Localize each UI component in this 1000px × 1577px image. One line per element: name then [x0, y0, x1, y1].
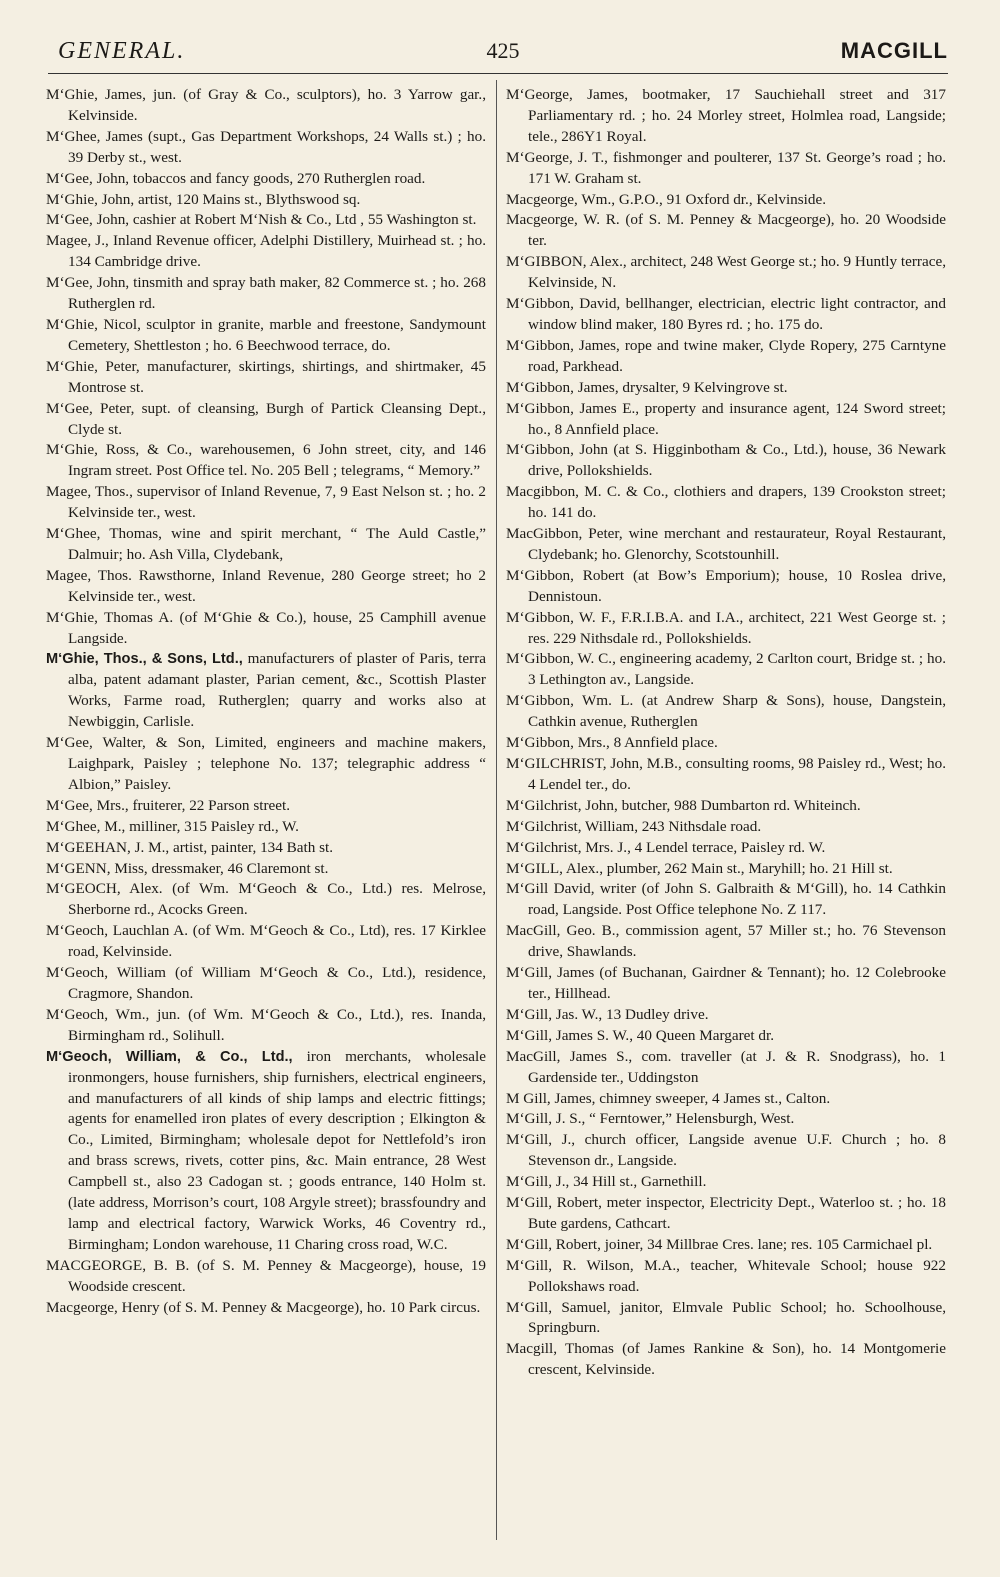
directory-entry: [506, 524, 946, 566]
entry-text: M‘Gill, Robert, meter inspector, Electricity Dept., Waterloo st. ; ho. 18 Bute gardens, Cathcart.: [506, 1194, 946, 1232]
entry-text: M‘Ghee, James (supt., Gas Department Workshops, 24 Walls st.) ; ho. 39 Derby st., west.: [46, 127, 486, 166]
entry-text: M‘Ghee, M., milliner, 315 Paisley rd., W.: [46, 817, 299, 835]
entry-text: M‘Gilchrist, William, 243 Nithsdale road.: [506, 817, 762, 835]
directory-entry: [506, 252, 946, 294]
entry-text: M‘Gee, Mrs., fruiterer, 22 Parson street.: [46, 796, 291, 814]
directory-entry: [506, 733, 946, 754]
directory-entry: [506, 1109, 946, 1130]
directory-entry: [46, 1256, 486, 1298]
entry-text: M‘Gill, James S. W., 40 Queen Margaret dr.: [506, 1026, 774, 1044]
entry-text: M‘Gee, Peter, supt. of cleansing, Burgh of Partick Cleansing Dept., Clyde st.: [46, 399, 486, 438]
directory-entry: [46, 169, 486, 190]
directory-entry: [506, 1047, 946, 1089]
directory-entry: [46, 921, 486, 963]
entry-text: M‘Ghee, Thomas, wine and spirit merchant, “ The Auld Castle,” Dalmuir; ho. Ash Villa, Clydebank,: [46, 525, 486, 563]
entry-text: Macgill, Thomas (of James Rankine & Son), ho. 14 Montgomerie crescent, Kelvinside.: [506, 1340, 946, 1379]
entry-text: M‘Gee, John, tinsmith and spray bath maker, 82 Commerce st. ; ho. 268 Rutherglen rd.: [46, 274, 486, 313]
entry-text: M‘George, J. T., fishmonger and poulterer, 137 St. George’s road ; ho. 171 W. Graham st.: [506, 148, 946, 187]
entry-text: M‘Gibbon, James E., property and insurance agent, 124 Sword street; ho., 8 Annfield place.: [506, 399, 946, 438]
entry-text: M‘Gibbon, W. C., engineering academy, 2 Carlton court, Bridge st. ; ho. 3 Lethington av., Langside.: [506, 650, 946, 689]
entry-text: Magee, J., Inland Revenue officer, Adelphi Distillery, Muirhead st. ; ho. 134 Cambridge drive.: [46, 232, 486, 271]
entry-text: M‘Gill, Jas. W., 13 Dudley drive.: [506, 1005, 709, 1023]
entry-text: M‘Gibbon, Mrs., 8 Annfield place.: [506, 734, 718, 752]
directory-entry: [506, 210, 946, 252]
entry-text: M‘Gill, R. Wilson, M.A., teacher, Whitevale School; house 922 Pollokshaws road.: [506, 1256, 946, 1295]
entry-text: M‘Gibbon, W. F., F.R.I.B.A. and I.A., architect, 221 West George st. ; res. 229 Nithsdale rd., Pollokshields.: [506, 608, 946, 647]
directory-entry: [46, 566, 486, 608]
entry-text: M‘Gee, John, tobaccos and fancy goods, 270 Rutherglen road.: [46, 169, 426, 187]
directory-entry: [46, 357, 486, 399]
column-divider: [496, 80, 497, 1540]
entry-text: M‘Ghie, Nicol, sculptor in granite, marble and freestone, Sandymount Cemetery, Shettleston ; ho. 6 Beechwood terrace, do.: [46, 315, 486, 354]
entry-text: M‘Gilchrist, John, butcher, 988 Dumbarton rd. Whiteinch.: [506, 796, 861, 814]
entry-text: MacGill, James S., com. traveller (at J. & R. Snodgrass), ho. 1 Gardenside ter., Uddingston: [506, 1047, 946, 1086]
directory-entry: [506, 649, 946, 691]
directory-entry: [506, 378, 946, 399]
entry-text: M‘Gill, J., church officer, Langside avenue U.F. Church ; ho. 8 Stevenson dr., Langside.: [506, 1131, 946, 1170]
directory-entry: [506, 1256, 946, 1298]
directory-entry: [506, 85, 946, 148]
entry-text: MacGill, Geo. B., commission agent, 57 Miller st.; ho. 76 Stevenson drive, Shawlands.: [506, 922, 946, 961]
entry-text: Magee, Thos., supervisor of Inland Revenue, 7, 9 East Nelson st. ; ho. 2 Kelvinside ter., west.: [46, 483, 486, 522]
directory-entry: [506, 566, 946, 608]
directory-entry: [506, 399, 946, 441]
entry-text: M‘Gill, James (of Buchanan, Gairdner & Tennant); ho. 12 Colebrooke ter., Hillhead.: [506, 964, 946, 1002]
entry-text: M‘Ghie, James, jun. (of Gray & Co., sculptors), ho. 3 Yarrow gar., Kelvinside.: [46, 86, 486, 124]
directory-entry: [46, 649, 486, 733]
directory-entry: [46, 608, 486, 650]
directory-entry: [46, 524, 486, 566]
directory-entry: [506, 336, 946, 378]
entry-text: Magee, Thos. Rawsthorne, Inland Revenue, 280 George street; ho 2 Kelvinside ter., west.: [46, 566, 486, 605]
directory-entry: [506, 190, 946, 211]
directory-entry: [506, 482, 946, 524]
entry-text: Macgeorge, Wm., G.P.O., 91 Oxford dr., Kelvinside.: [506, 190, 827, 208]
directory-entry: [506, 796, 946, 817]
entry-text: M‘Gilchrist, Mrs. J., 4 Lendel terrace, Paisley rd. W.: [506, 838, 826, 856]
entry-text: M Gill, James, chimney sweeper, 4 James st., Calton.: [506, 1089, 831, 1107]
directory-entry: [46, 482, 486, 524]
entry-text: M‘GEEHAN, J. M., artist, painter, 134 Bath st.: [46, 838, 334, 856]
entry-text: M‘Gibbon, James, drysalter, 9 Kelvingrove st.: [506, 378, 788, 396]
entry-text: M‘GILL, Alex., plumber, 262 Main st., Maryhill; ho. 21 Hill st.: [506, 859, 893, 877]
entry-text: M‘GIBBON, Alex., architect, 248 West George st.; ho. 9 Huntly terrace, Kelvinside, N.: [506, 253, 946, 292]
entry-text: M‘Ghie, John, artist, 120 Mains st., Blythswood sq.: [46, 190, 361, 208]
entry-bold-name: M‘Geoch, William, & Co., Ltd.,: [46, 1048, 293, 1065]
page-number: 425: [486, 38, 520, 63]
entry-text: M‘Geoch, William (of William M‘Geoch & Co., Ltd.), residence, Cragmore, Shandon.: [46, 964, 486, 1002]
header-rule: [48, 73, 948, 74]
directory-entry: [46, 733, 486, 796]
entry-text: M‘Ghie, Ross, & Co., warehousemen, 6 John street, city, and 146 Ingram street. Post Office tel. No. 205 Bell ; telegrams, “ Memory.”: [46, 441, 486, 480]
directory-entry: [46, 399, 486, 441]
directory-entry: [506, 859, 946, 880]
directory-entry: [506, 754, 946, 796]
directory-entry: [506, 608, 946, 650]
directory-entry: [46, 963, 486, 1005]
directory-entry: [46, 879, 486, 921]
directory-entry: [506, 963, 946, 1005]
directory-entry: [46, 231, 486, 273]
directory-entry: [506, 1172, 946, 1193]
directory-entry: [506, 817, 946, 838]
directory-entry: [46, 859, 486, 880]
entry-text: M‘Gibbon, Wm. L. (at Andrew Sharp & Sons), house, Dangstein, Cathkin avenue, Rutherglen: [506, 692, 946, 731]
entry-text: M‘Gill, Samuel, janitor, Elmvale Public School; ho. Schoolhouse, Springburn.: [506, 1298, 946, 1337]
entry-text: M‘Gibbon, David, bellhanger, electrician, electric light contractor, and window blind maker, 180 Byres rd. ; ho. 175 do.: [506, 295, 946, 333]
entry-text: M‘Gill, J., 34 Hill st., Garnethill.: [506, 1173, 707, 1191]
directory-entry: [506, 294, 946, 336]
entry-text: M‘Geoch, Wm., jun. (of Wm. M‘Geoch & Co., Ltd.), res. Inanda, Birmingham rd., Solihull.: [46, 1005, 486, 1044]
directory-entry: [506, 1130, 946, 1172]
directory-entry: [506, 1235, 946, 1256]
entry-text: M‘Gill David, writer (of John S. Galbraith & M‘Gill), ho. 14 Cathkin road, Langside. Post Office telephone No. Z 117.: [506, 880, 946, 919]
running-head: MACGILL: [840, 38, 948, 63]
entry-text: M‘Gibbon, James, rope and twine maker, Clyde Ropery, 275 Carntyne road, Parkhead.: [506, 336, 946, 375]
entry-text: MacGibbon, Peter, wine merchant and restaurateur, Royal Restaurant, Clydebank; ho. Glenorchy, Scotstounhill.: [506, 525, 946, 563]
entry-text: Macgeorge, Henry (of S. M. Penney & Macgeorge), ho. 10 Park circus.: [46, 1298, 481, 1316]
directory-entry: [506, 1089, 946, 1110]
directory-entry: [46, 315, 486, 357]
directory-entry: [506, 148, 946, 190]
entry-bold-name: M‘Ghie, Thos., & Sons, Ltd.,: [46, 651, 243, 668]
entry-text: M‘Gibbon, John (at S. Higginbotham & Co., Ltd.), house, 36 Newark drive, Pollokshields.: [506, 441, 946, 480]
entry-text: M‘Geoch, Lauchlan A. (of Wm. M‘Geoch & Co., Ltd), res. 17 Kirklee road, Kelvinside.: [46, 922, 486, 961]
directory-entry: [46, 190, 486, 211]
directory-entry: [46, 273, 486, 315]
directory-entry: [506, 1193, 946, 1235]
entry-text: M‘Ghie, Thomas A. (of M‘Ghie & Co.), house, 25 Camphill avenue Langside.: [46, 608, 486, 647]
directory-entry: [506, 691, 946, 733]
directory-entry: [46, 210, 486, 231]
directory-entry: [506, 879, 946, 921]
entry-text: M‘GENN, Miss, dressmaker, 46 Claremont st.: [46, 859, 329, 877]
directory-entry: [506, 1005, 946, 1026]
directory-entry: [46, 1005, 486, 1047]
directory-entry: [46, 1047, 486, 1256]
section-title: GENERAL.: [58, 38, 186, 64]
entry-text: M‘GEOCH, Alex. (of Wm. M‘Geoch & Co., Ltd.) res. Melrose, Sherborne rd., Acocks Green.: [46, 880, 486, 919]
directory-entry: [46, 127, 486, 169]
directory-entry: [46, 838, 486, 859]
directory-entry: [506, 1298, 946, 1340]
right-column: [506, 85, 946, 1381]
directory-entry: [46, 440, 486, 482]
entry-text: M‘Gill, Robert, joiner, 34 Millbrae Cres. lane; res. 105 Carmichael pl.: [506, 1235, 933, 1253]
directory-entry: [46, 817, 486, 838]
directory-entry: [46, 1298, 486, 1319]
entry-text: Macgibbon, M. C. & Co., clothiers and drapers, 139 Crookston street; ho. 141 do.: [506, 483, 946, 522]
entry-text: M‘Gill, J. S., “ Ferntower,” Helensburgh, West.: [506, 1110, 795, 1128]
directory-entry: [46, 85, 486, 127]
entry-text: iron merchants, wholesale ironmongers, house furnishers, ship furnishers, electrical engineers, and manufacturers of all kinds of ship lamps and electric fittings; agents for enamelled iron plates of every description ; Elkington & Co., Limited, Birmingham; wholesale depot for Nettlefold’s iron and brass screws, rivets, cotter pins, &c. Main entrance, 28 West Campbell st., also 23 Cadogan st. ; goods entrance, 140 Holm st. (late address, Morrison’s court, 108 Argyle street); brassfoundry and lamp and electrical factory, Warwick Works, 46 Coventry rd., Birmingham; London warehouse, 11 Charing cross road, W.C.: [68, 1047, 486, 1253]
left-column: [46, 85, 486, 1318]
directory-entry: [46, 796, 486, 817]
entry-text: Macgeorge, W. R. (of S. M. Penney & Macgeorge), ho. 20 Woodside ter.: [506, 211, 946, 250]
entry-text: manufacturers of plaster of Paris, terra alba, patent adamant plaster, Parian cement, &c., Scottish Plaster Works, Farme road, Rutherglen; quarry and works also at Newbiggin, Carlisle.: [68, 650, 486, 731]
entry-text: M‘Gee, Walter, & Son, Limited, engineers and machine makers, Laighpark, Paisley ; telephone No. 137; telegraphic address “ Albion,” Paisley.: [46, 734, 486, 793]
entry-text: M‘GILCHRIST, John, M.B., consulting rooms, 98 Paisley rd., West; ho. 4 Lendel ter., do.: [506, 755, 946, 793]
directory-entry: [506, 838, 946, 859]
entry-text: M‘Gee, John, cashier at Robert M‘Nish & Co., Ltd , 55 Washington st.: [46, 211, 477, 229]
entry-text: M‘Gibbon, Robert (at Bow’s Emporium); house, 10 Roslea drive, Dennistoun.: [506, 566, 946, 605]
directory-entry: [506, 921, 946, 963]
entry-text: M‘Ghie, Peter, manufacturer, skirtings, shirtings, and shirtmaker, 45 Montrose st.: [46, 357, 486, 396]
directory-entry: [506, 1339, 946, 1381]
directory-entry: [506, 440, 946, 482]
entry-text: MACGEORGE, B. B. (of S. M. Penney & Macgeorge), house, 19 Woodside crescent.: [46, 1256, 486, 1295]
page-header: [58, 38, 948, 72]
directory-entry: [506, 1026, 946, 1047]
entry-text: M‘George, James, bootmaker, 17 Sauchiehall street and 317 Parliamentary rd. ; ho. 24 Morley street, Holmlea road, Langside; tele., 286Y1 Royal.: [506, 86, 946, 145]
